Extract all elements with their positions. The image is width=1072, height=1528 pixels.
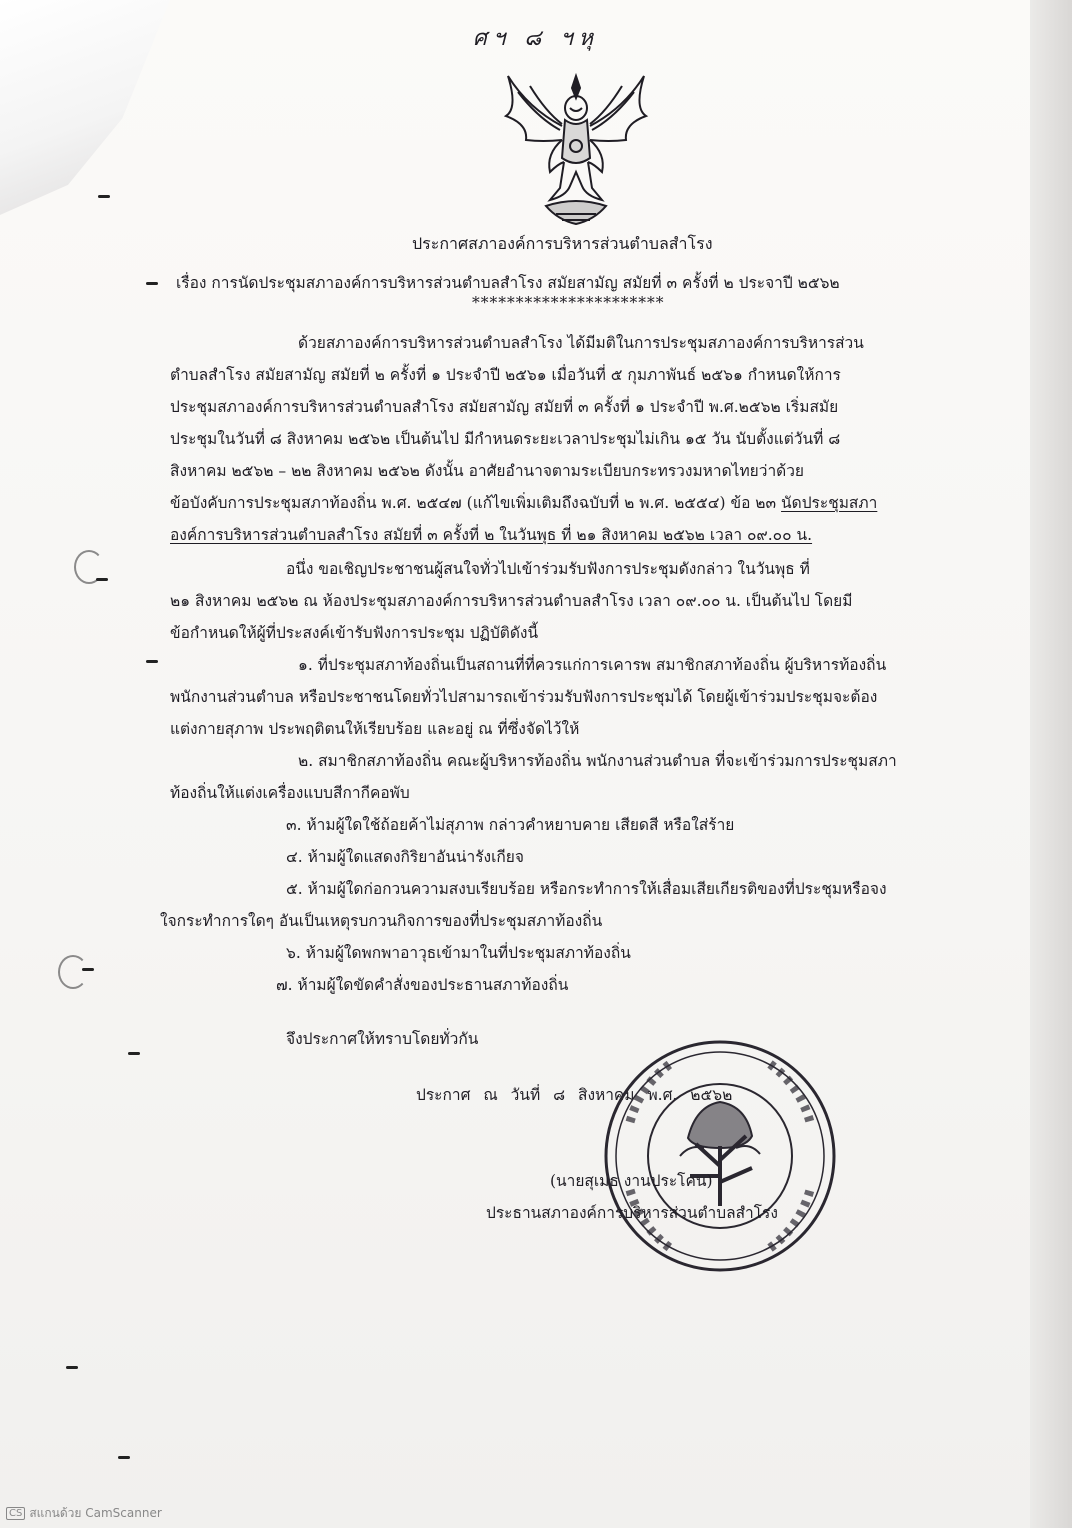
- garuda-emblem-icon: [498, 68, 654, 230]
- stacked-page-edge: [1030, 0, 1072, 1528]
- rule-1-line: พนักงานส่วนตำบล หรือประชาชนโดยทั่วไปสามารถเข้าร่วมรับฟังการประชุมได้ โดยผู้เข้าร่วมประชุมจะต้อง: [170, 688, 878, 706]
- paragraph-1-line: ประชุมสภาองค์การบริหารส่วนตำบลสำโรง สมัยสามัญ สมัยที่ ๓ ครั้งที่ ๑ ประจำปี พ.ศ.๒๕๖๒ เริ่มสมัย: [170, 398, 839, 416]
- meeting-announcement-underlined: นัดประชุมสภา: [781, 494, 878, 512]
- scanner-watermark: [6, 1504, 162, 1523]
- header-mark: ศฯ ๘ ฯหุ: [472, 26, 600, 51]
- subject-line: เรื่อง การนัดประชุมสภาองค์การบริหารส่วนตำบลสำโรง สมัยสามัญ สมัยที่ ๓ ครั้งที่ ๒ ประจาปี ๒๕๖๒: [176, 274, 840, 292]
- official-seal-icon: [600, 1036, 840, 1276]
- rule-2-line: ๒. สมาชิกสภาท้องถิ่น คณะผู้บริหารท้องถิ่น พนักงานส่วนตำบล ที่จะเข้าร่วมการประชุมสภา: [298, 752, 897, 770]
- announcement-date: ประกาศ ณ วันที่ ๘ สิงหาคม พ.ศ. ๒๕๖๒: [416, 1086, 733, 1104]
- punch-hole: [58, 955, 88, 989]
- rule-2-line: ท้องถิ่นให้แต่งเครื่องแบบสีกากีคอพับ: [170, 784, 410, 802]
- regulation-reference: ข้อบังคับการประชุมสภาท้องถิ่น พ.ศ. ๒๕๔๗ (แก้ไขเพิ่มเติมถึงฉบับที่ ๒ พ.ศ. ๒๕๕๔) ข้อ ๒๓: [170, 494, 782, 512]
- rule-5-line: ๕. ห้ามผู้ใดก่อกวนความสงบเรียบร้อย หรือกระทำการให้เสื่อมเสียเกียรติของที่ประชุมหรือจง: [286, 880, 887, 898]
- paragraph-2-line: ๒๑ สิงหาคม ๒๕๖๒ ณ ห้องประชุมสภาองค์การบริหารส่วนตำบลสำโรง เวลา ๐๙.๐๐ น. เป็นต้นไป โดยมี: [170, 592, 853, 610]
- paragraph-1-line: ด้วยสภาองค์การบริหารส่วนตำบลสำโรง ได้มีมติในการประชุมสภาองค์การบริหารส่วน: [298, 334, 864, 352]
- separator-line: **********************: [472, 294, 665, 312]
- rule-1-line: ๑. ที่ประชุมสภาท้องถิ่นเป็นสถานที่ที่ควรแก่การเคารพ สมาชิกสภาท้องถิ่น ผู้บริหารท้องถิ่น: [298, 656, 887, 674]
- rule-4: ๔. ห้ามผู้ใดแสดงกิริยาอันน่ารังเกียจ: [286, 848, 524, 866]
- margin-mark: [98, 195, 110, 198]
- paragraph-2-line: ข้อกำหนดให้ผู้ที่ประสงค์เข้ารับฟังการประชุม ปฏิบัติดังนี้: [170, 624, 539, 642]
- closing-statement: จึงประกาศให้ทราบโดยทั่วกัน: [286, 1030, 479, 1048]
- signer-name: (นายสุเมธ งานประโคน): [550, 1172, 713, 1190]
- camscanner-logo-icon: CS: [6, 1507, 25, 1520]
- margin-mark: [66, 1366, 78, 1369]
- margin-mark: [118, 1456, 130, 1459]
- paragraph-1-line: ตำบลสำโรง สมัยสามัญ สมัยที่ ๒ ครั้งที่ ๑ ประจำปี ๒๕๖๑ เมื่อวันที่ ๕ กุมภาพันธ์ ๒๕๖๑ กำหนดให้การ: [170, 366, 841, 384]
- rule-7: ๗. ห้ามผู้ใดขัดคำสั่งของประธานสภาท้องถิ่น: [276, 976, 569, 994]
- rule-3: ๓. ห้ามผู้ใดใช้ถ้อยค้าไม่สุภาพ กล่าวคำหยาบคาย เสียดสี หรือใส่ร้าย: [286, 816, 735, 834]
- margin-mark: [96, 578, 108, 581]
- margin-mark: [128, 1052, 140, 1055]
- signer-title: ประธานสภาองค์การบริหารส่วนตำบลสำโรง: [486, 1204, 778, 1222]
- margin-mark: [82, 968, 94, 971]
- margin-mark: [146, 282, 158, 285]
- margin-mark: [146, 660, 158, 663]
- scanner-watermark-text: สแกนด้วย CamScanner: [29, 1506, 162, 1520]
- rule-5-line: ใจกระทำการใดๆ อันเป็นเหตุรบกวนกิจการของที่ประชุมสภาท้องถิ่น: [160, 912, 603, 930]
- rule-1-line: แต่งกายสุภาพ ประพฤติตนให้เรียบร้อย และอยู่ ณ ที่ซึ่งจัดไว้ให้: [170, 720, 580, 738]
- paragraph-2-line: อนึ่ง ขอเชิญประชาชนผู้สนใจทั่วไปเข้าร่วมรับฟังการประชุมดังกล่าว ในวันพุธ ที่: [286, 560, 810, 578]
- meeting-announcement-underlined: องค์การบริหารส่วนตำบลสำโรง สมัยที่ ๓ ครั้งที่ ๒ ในวันพุธ ที่ ๒๑ สิงหาคม ๒๕๖๒ เวลา ๐๙.๐๐ น.: [170, 526, 813, 544]
- paragraph-1-line: ประชุมในวันที่ ๘ สิงหาคม ๒๕๖๒ เป็นต้นไป มีกำหนดระยะเวลาประชุมไม่เกิน ๑๕ วัน นับตั้งแต่วันที่ ๘: [170, 430, 841, 448]
- paragraph-1-line: [170, 490, 877, 515]
- page-title: ประกาศสภาองค์การบริหารส่วนตำบลสำโรง: [412, 234, 713, 253]
- paragraph-1-line: สิงหาคม ๒๕๖๒ – ๒๒ สิงหาคม ๒๕๖๒ ดังนั้น อาศัยอำนาจตามระเบียบกระทรวงมหาดไทยว่าด้วย: [170, 462, 805, 480]
- rule-6: ๖. ห้ามผู้ใดพกพาอาวุธเข้ามาในที่ประชุมสภาท้องถิ่น: [286, 944, 631, 962]
